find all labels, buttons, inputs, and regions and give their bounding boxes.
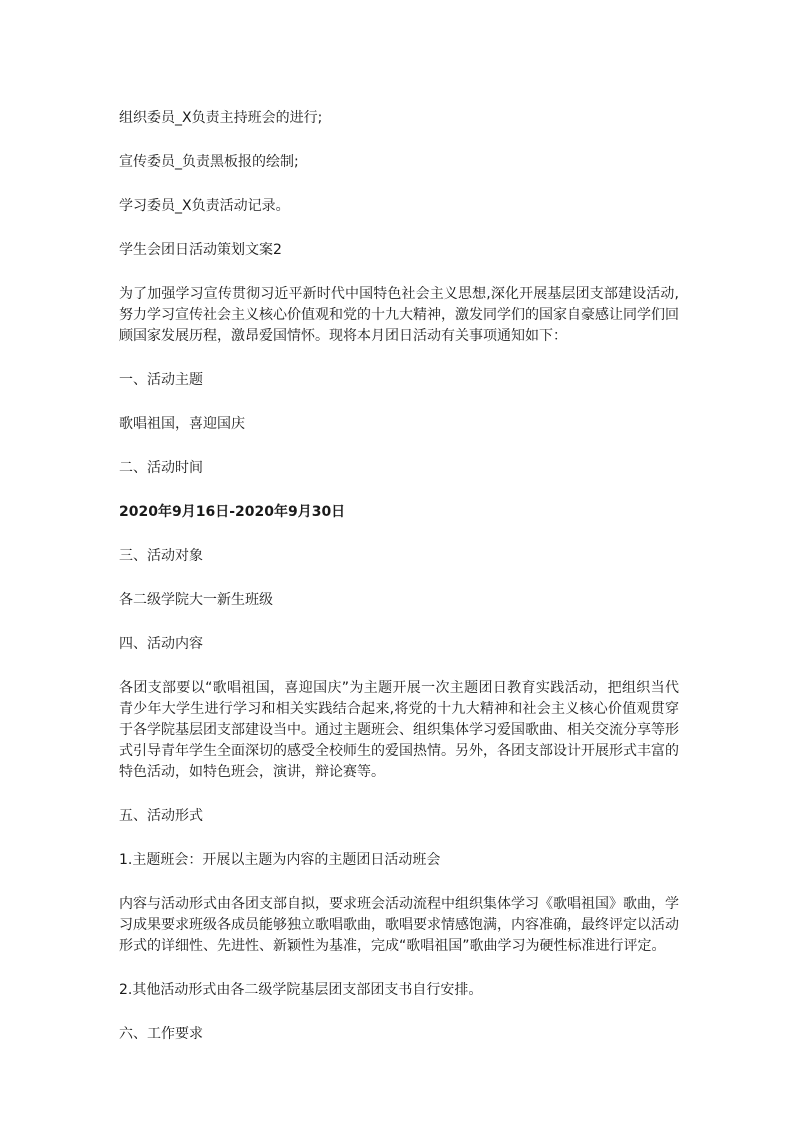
section-theme-title: 一、活动主题: [119, 372, 203, 388]
paragraph-study: 学习委员_X负责活动记录。: [119, 198, 290, 214]
section-form-title: 五、活动形式: [119, 808, 203, 824]
section-target-body: 各二级学院大一新生班级: [119, 592, 273, 608]
section-form-item-1-body: 内容与活动形式由各团支部自拟，要求班会活动流程中组织集体学习《歌唱祖国》歌曲，学习成果要求班级各成员能够独立歌唱歌曲，歌唱要求情感饱满，内容准确，最终评定以活动形式的详细性、先进性、新颖性为基准，完成“歌唱祖国”歌曲学习为硬性标准进行评定。: [119, 896, 679, 954]
section-time-title: 二、活动时间: [119, 460, 203, 476]
paragraph-organizer: 组织委员_X负责主持班会的进行;: [119, 110, 323, 126]
document-page: [119, 108, 679, 1068]
section-target-title: 三、活动对象: [119, 548, 203, 564]
paragraph-publicity: 宣传委员_负责黑板报的绘制;: [119, 154, 299, 170]
intro-paragraph: 为了加强学习宣传贯彻习近平新时代中国特色社会主义思想,深化开展基层团支部建设活动,努力学习宣传社会主义核心价值观和党的十九大精神，激发同学们的国家自豪感让同学们回顾国家发展历程，激昂爱国情怀。现将本月团日活动有关事项通知如下：: [119, 286, 679, 344]
section-content-title: 四、活动内容: [119, 636, 203, 652]
section-content-body: 各团支部要以“歌唱祖国，喜迎国庆”为主题开展一次主题团日教育实践活动，把组织当代青少年大学生进行学习和相关实践结合起来,将党的十九大精神和社会主义核心价值观贯穿于各学院基层团支部建设当中。通过主题班会、组织集体学习爱国歌曲、相关交流分享等形式引导青年学生全面深切的感受全校师生的爱国热情。另外，各团支部设计开展形式丰富的特色活动，如特色班会，演讲，辩论赛等。: [119, 680, 679, 780]
section-form-item-2: 2.其他活动形式由各二级学院基层团支部团支书自行安排。: [119, 982, 483, 998]
section-time-body: 2020年9月16日-2020年9月30日: [119, 504, 346, 520]
section-requirements-title: 六、工作要求: [119, 1026, 203, 1042]
document-heading: 学生会团日活动策划文案2: [119, 242, 282, 258]
section-theme-body: 歌唱祖国，喜迎国庆: [119, 416, 245, 432]
section-form-item-1: 1.主题班会：开展以主题为内容的主题团日活动班会: [119, 852, 441, 868]
